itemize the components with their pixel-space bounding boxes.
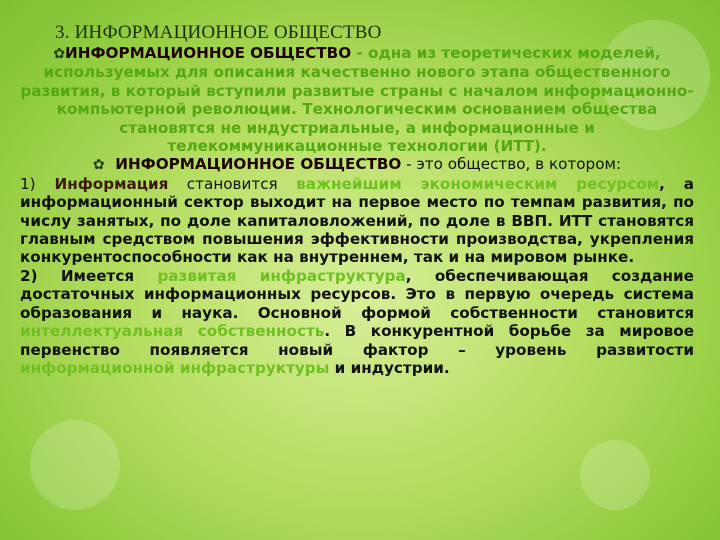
item-text: .: [547, 211, 559, 230]
item-text: ВВП: [511, 211, 548, 230]
flower-bullet-icon: ✿: [53, 46, 66, 62]
item-text: становится: [168, 174, 297, 193]
slide-title: 3. ИНФОРМАЦИОННОЕ ОБЩЕСТВО: [55, 22, 382, 43]
term-2: ИНФОРМАЦИОННОЕ ОБЩЕСТВО: [115, 155, 402, 174]
item-keyword: Информация: [54, 174, 169, 193]
slide-content: [20, 44, 694, 377]
definition-paragraph-1: [20, 44, 694, 155]
item-keyword: Имеется: [60, 266, 135, 285]
definition-paragraph-2: [20, 155, 694, 174]
item-number: 2): [20, 266, 38, 285]
item-text: . В конкурентной борьбе за мировое первенство появляется новый фактор – уровень развитости: [20, 322, 694, 359]
item-number: 1): [20, 174, 36, 193]
definition-text-1: - одна из теоретических моделей, используемых для описания качественно нового этапа общественного развития, в который вступили развитые страны с началом информационно-компьютерной революции. Технологическим основанием общества становятся не индустриальные, а информационные и телекоммуникационные технологии (ИТТ).: [20, 44, 694, 156]
highlight-text: интеллектуальная собственность: [20, 322, 325, 341]
list-item-2: [20, 267, 694, 377]
list-item-1: [20, 175, 694, 267]
definition-text-2: - это общество, в котором:: [401, 155, 622, 174]
item-text: ИТТ: [558, 211, 593, 230]
item-text: становятся главным средством повышения эффективности производства, укрепления конкурентоспособности как на внутреннем, так и на мировом рынке.: [20, 211, 694, 267]
highlight-text: информационной инфраструктуры: [20, 358, 330, 377]
term-1: ИНФОРМАЦИОННОЕ ОБЩЕСТВО: [65, 44, 352, 62]
flower-bullet-icon: ✿: [92, 157, 105, 174]
item-text: , а информационный сектор выходит на первое место по темпам развития, по числу занятых, по доле капиталовложений, по доле в: [20, 174, 694, 230]
highlight-text: важнейшим экономическим ресурсом: [296, 174, 660, 193]
background-decoration: [580, 440, 650, 510]
item-text: , обеспечивающая создание достаточных информационных ресурсов. Это в первую очередь система образования и наука. Основной формой собственности становится: [20, 266, 694, 322]
highlight-text: развитая инфраструктура: [157, 266, 406, 285]
background-decoration: [30, 420, 120, 510]
item-text: и индустрии.: [329, 358, 450, 377]
